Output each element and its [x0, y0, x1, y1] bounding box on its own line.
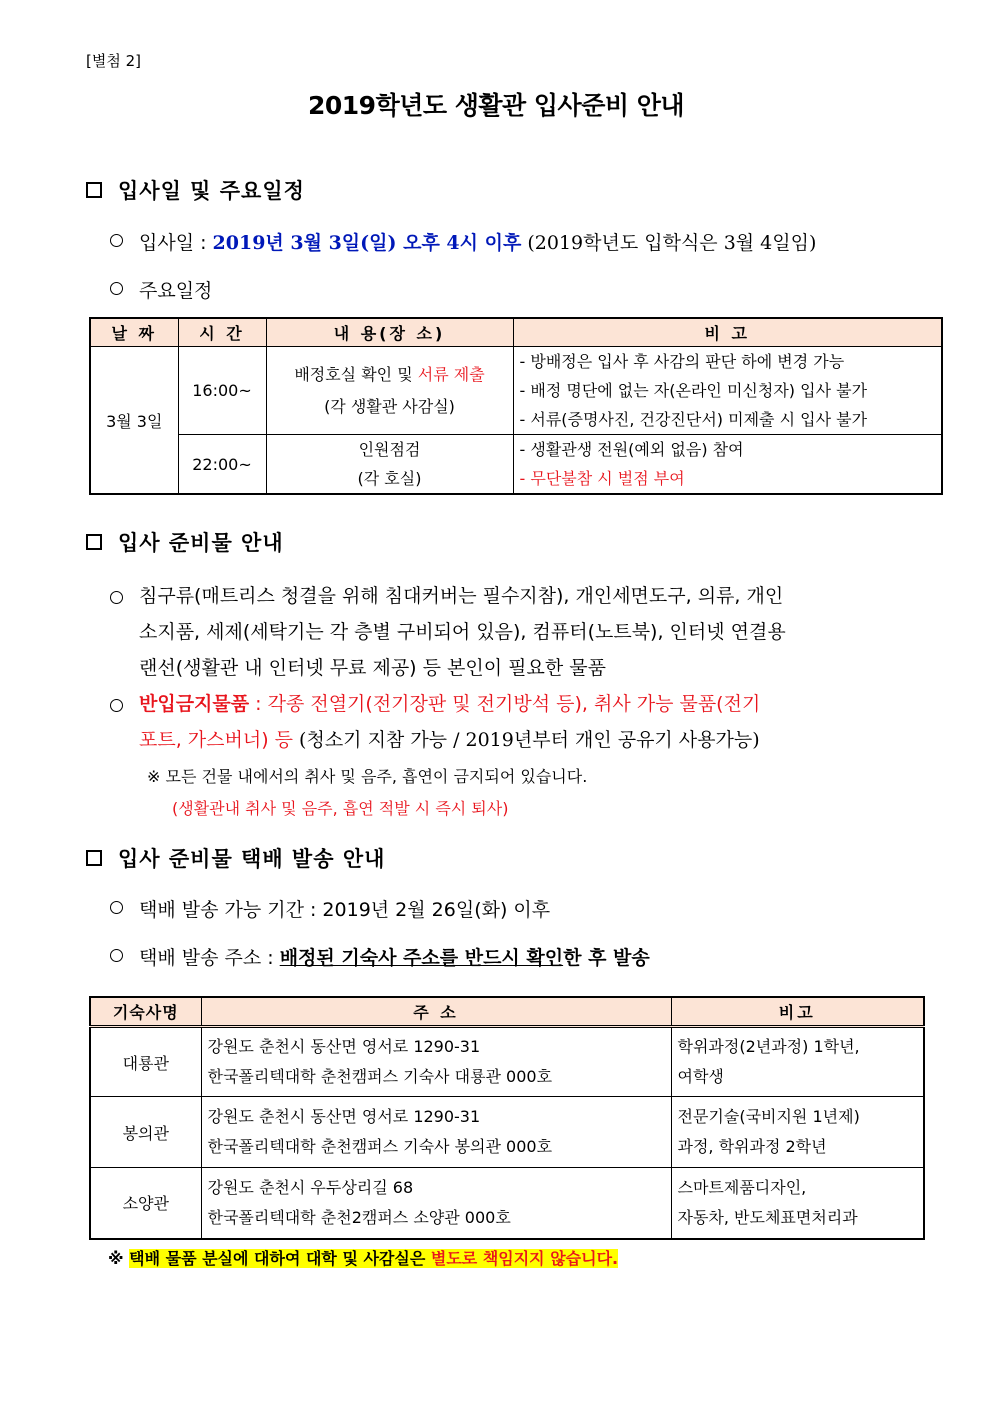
header-dorm: 기숙사명: [90, 997, 201, 1027]
dorm-name: 대룡관: [90, 1027, 201, 1097]
content-cell: 인원점검 (각 호실): [266, 435, 513, 495]
delivery-period: 택배 발송 가능 기간 : 2019년 2월 26일(화) 이후: [110, 895, 550, 922]
ban-notice: ※ 모든 건물 내에서의 취사 및 음주, 흡연이 금지되어 있습니다.: [147, 767, 588, 786]
notes-cell: - 생활관생 전원(예외 없음) 참여 - 무단불참 시 벌점 부여: [513, 435, 942, 495]
dormitory-table: [89, 996, 925, 1240]
checkbox-square-icon: [86, 534, 102, 550]
time-cell: 16:00~: [178, 347, 266, 435]
notes-cell: - 방배정은 입사 후 사감의 판단 하에 변경 가능 - 배정 명단에 없는 자(온라인 미신청자) 입사 불가 - 서류(증명사진, 건강진단서) 미제출 시 입사 불가: [513, 347, 942, 435]
date-cell: 3월 3일: [90, 347, 178, 495]
attachment-label: [별첨 2]: [86, 52, 141, 70]
circle-bullet-icon: [110, 234, 123, 247]
table-row: [90, 435, 942, 495]
table-row: [90, 1168, 924, 1239]
table-row: [90, 1027, 924, 1097]
table-row: [90, 347, 942, 435]
schedule-label: 주요일정: [110, 276, 212, 303]
circle-bullet-icon: [110, 591, 123, 604]
dorm-address: 강원도 춘천시 우두상리길 68 한국폴리텍대학 춘천2캠퍼스 소양관 000호: [201, 1168, 671, 1239]
section1-heading: 입사일 및 주요일정: [86, 175, 305, 205]
header-time: 시 간: [178, 318, 266, 347]
content-cell: 배정호실 확인 및 서류 제출 (각 생활관 사감실): [266, 347, 513, 435]
circle-bullet-icon: [110, 901, 123, 914]
time-cell: 22:00~: [178, 435, 266, 495]
checkbox-square-icon: [86, 850, 102, 866]
section3-heading: 입사 준비물 택배 발송 안내: [86, 843, 385, 873]
prohibited-items: 반입금지물품 : 각종 전열기(전기장판 및 전기방석 등), 취사 가능 물품(전기 포트, 가스버너) 등 (청소기 지참 가능 / 2019년부터 개인 공유기 사용가능): [110, 686, 760, 758]
dorm-name: 봉의관: [90, 1097, 201, 1168]
footer-notice: ※ 택배 물품 분실에 대하여 대학 및 사감실은 별도로 책임지지 않습니다.: [108, 1249, 619, 1268]
circle-bullet-icon: [110, 949, 123, 962]
dorm-address: 강원도 춘천시 동산면 영서로 1290-31 한국폴리텍대학 춘천캠퍼스 기숙사 대룡관 000호: [201, 1027, 671, 1097]
delivery-address: 택배 발송 주소 : 배정된 기숙사 주소를 반드시 확인 한 후 발송: [110, 943, 650, 970]
header-notes: 비 고: [513, 318, 942, 347]
dorm-address: 강원도 춘천시 동산면 영서로 1290-31 한국폴리텍대학 춘천캠퍼스 기숙사 봉의관 000호: [201, 1097, 671, 1168]
dorm-name: 소양관: [90, 1168, 201, 1239]
section2-heading: 입사 준비물 안내: [86, 527, 284, 557]
circle-bullet-icon: [110, 699, 123, 712]
checkin-line: 입사일 : 2019년 3월 3일(일) 오후 4시 이후 (2019학년도 입학식은 3월 4일임): [110, 228, 816, 255]
header-date: 날 짜: [90, 318, 178, 347]
header-address: 주 소: [201, 997, 671, 1027]
dorm-notes: 학위과정(2년과정) 1학년, 여학생: [671, 1027, 924, 1097]
dorm-notes: 전문기술(국비지원 1년제) 과정, 학위과정 2학년: [671, 1097, 924, 1168]
header-content: 내 용(장 소): [266, 318, 513, 347]
checkbox-square-icon: [86, 182, 102, 198]
circle-bullet-icon: [110, 282, 123, 295]
ban-notice-red: (생활관내 취사 및 음주, 흡연 적발 시 즉시 퇴사): [172, 799, 509, 818]
items-list: 침구류(매트리스 청결을 위해 침대커버는 필수지참), 개인세면도구, 의류, 개인 소지품, 세제(세탁기는 각 층별 구비되어 있음), 컴퓨터(노트북), 인터넷 연결용 랜선(생활관 내 인터넷 무료 제공) 등 본인이 필요한 물품: [110, 578, 786, 686]
page-title: 2019학년도 생활관 입사준비 안내: [308, 91, 684, 120]
table-row: [90, 1097, 924, 1168]
schedule-table: [89, 317, 943, 495]
header-notes: 비고: [671, 997, 924, 1027]
dorm-notes: 스마트제품디자인, 자동차, 반도체표면처리과: [671, 1168, 924, 1239]
